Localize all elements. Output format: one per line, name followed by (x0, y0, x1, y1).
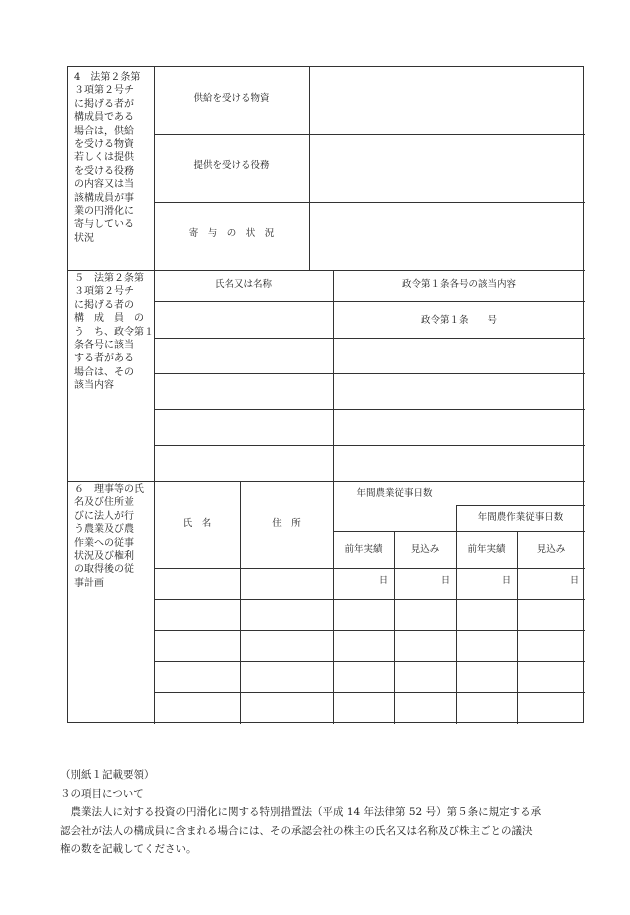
section5-label: ５ 法第２条第 ３項第２号チ に掲げる者の 構 成 員 の う ち、政令第１ 条各号に該当 する者がある 場合は、その 該当内容 (74, 273, 154, 392)
instructions-body-line: 権の数を記載してください。 (60, 843, 197, 855)
day-unit: 日 (378, 576, 388, 586)
section6-label: ６ 理事等の氏 名及び住所並 びに法人が行 う農業及び農 作業への従事 状況及び権利 の取得後の従 事計画 (74, 484, 144, 589)
day-unit: 日 (440, 576, 450, 586)
column-divider (333, 481, 334, 724)
row-divider (154, 373, 585, 374)
column-divider (309, 67, 310, 270)
row-divider (154, 445, 585, 446)
name-header: 氏名又は名称 (214, 279, 272, 290)
farming-forecast-header: 見込み (410, 544, 440, 555)
ordinance-items-header: 政令第１条各号の該当内容 (401, 279, 516, 290)
row-divider (154, 661, 585, 662)
name-header: 氏 名 (182, 518, 212, 529)
farmwork-forecast-header: 見込み (536, 544, 566, 555)
day-unit: 日 (569, 576, 579, 586)
row-divider (154, 134, 585, 135)
ordinance-item-value: 政令第１条 号 (420, 315, 497, 326)
row-divider (154, 692, 585, 693)
section-divider (68, 481, 585, 482)
contribution-status-label: 寄 与 の 状 況 (188, 228, 275, 239)
row-divider (333, 531, 585, 532)
row-divider (154, 409, 585, 410)
application-form-table (67, 66, 584, 723)
instructions-heading: （別紙１記載要領） (60, 769, 155, 781)
column-divider (394, 531, 395, 724)
annual-farmwork-days-header: 年間農作業従事日数 (477, 512, 564, 523)
annual-farming-days-header: 年間農業従事日数 (356, 488, 433, 499)
row-divider (154, 568, 585, 569)
provided-services-label: 提供を受ける役務 (193, 160, 270, 171)
row-divider (154, 301, 585, 302)
farming-prev-year-header: 前年実績 (344, 544, 383, 555)
row-divider (154, 599, 585, 600)
row-divider (456, 505, 585, 506)
writing-instructions (60, 766, 600, 859)
section-divider (68, 270, 585, 271)
column-divider (517, 531, 518, 724)
row-divider (154, 202, 585, 203)
address-header: 住 所 (272, 518, 301, 529)
instructions-body-line: 農業法人に対する投資の円滑化に関する特別措置法（平成 14 年法律第 52 号）第５条に規定する承 (60, 806, 542, 818)
section4-label: 4 法第２条第 ３項第２号チ に掲げる者が 構成員である 場合は，供給 を受ける物資 若しくは提供 を受ける役務 の内容又は当 該構成員が事 業の円滑化に 寄与している 状況 (74, 72, 141, 244)
instructions-body-line: 認会社が法人の構成員に含まれる場合には、その承認会社の株主の氏名又は名称及び株主ごとの議決 (60, 824, 533, 837)
row-divider (154, 630, 585, 631)
farmwork-prev-year-header: 前年実績 (467, 544, 506, 555)
supplied-goods-label: 供給を受ける物資 (193, 93, 270, 104)
day-unit: 日 (501, 576, 511, 586)
row-divider (154, 338, 585, 339)
instructions-item: ３の項目について (60, 787, 144, 800)
